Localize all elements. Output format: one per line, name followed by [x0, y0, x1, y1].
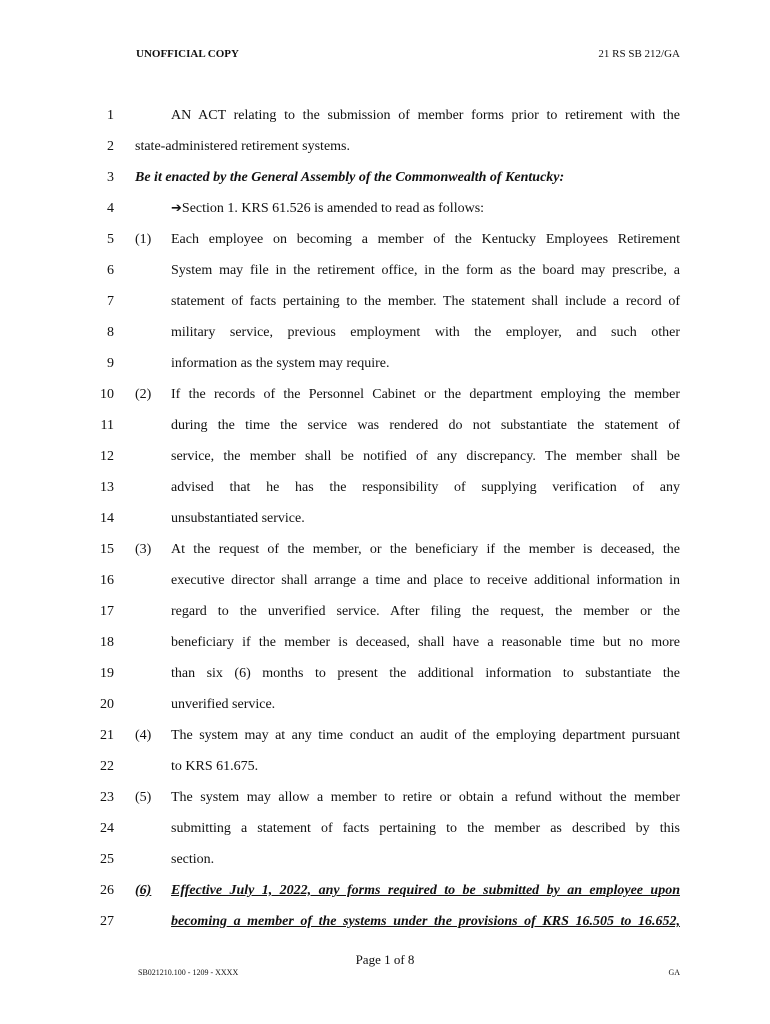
line-text: state-administered retirement systems. [135, 139, 350, 154]
line-text: beneficiary if the member is deceased, shall have a reasonable time but no more [171, 635, 680, 650]
new-language-text: becoming a member of the systems under the provisions of KRS 16.505 to 16.652, [171, 914, 680, 929]
line-text: The system may at any time conduct an audit of the employing department pursuant [171, 728, 680, 743]
document-code: SB021210.100 - 1209 - XXXX [138, 968, 239, 977]
text-line [0, 757, 770, 777]
text-line [0, 168, 770, 188]
text-line [0, 788, 770, 808]
line-text: submitting a statement of facts pertaining to the member as described by this [171, 821, 680, 836]
line-text: to KRS 61.675. [171, 759, 259, 774]
text-line [0, 323, 770, 343]
text-line [0, 292, 770, 312]
line-text: AN ACT relating to the submission of member forms prior to retirement with the [171, 108, 680, 123]
line-number: 24 [100, 821, 114, 836]
header-unofficial-copy: UNOFFICIAL COPY [136, 48, 239, 60]
text-line [0, 230, 770, 250]
line-text: At the request of the member, or the beneficiary if the member is deceased, the [171, 542, 680, 557]
line-number: 8 [107, 325, 114, 340]
line-text: section. [171, 852, 215, 867]
text-line [0, 571, 770, 591]
subsection-number: (3) [135, 542, 152, 557]
line-text: System may file in the retirement office, in the form as the board may prescribe, a [171, 263, 680, 278]
line-number: 12 [100, 449, 114, 464]
line-text: advised that he has the responsibility of supplying verification of any [171, 480, 680, 495]
line-number: 22 [100, 759, 114, 774]
text-line [0, 137, 770, 157]
line-text: during the time the service was rendered do not substantiate the statement of [171, 418, 680, 433]
subsection-number: (4) [135, 728, 152, 743]
new-language-text: Effective July 1, 2022, any forms required to be submitted by an employee upon [171, 883, 680, 898]
text-line [0, 664, 770, 684]
line-number: 26 [100, 883, 114, 898]
arrow-right-icon: ➔ [171, 201, 182, 216]
line-number: 10 [100, 387, 114, 402]
line-number: 5 [107, 232, 114, 247]
text-line [0, 106, 770, 126]
line-number: 15 [100, 542, 114, 557]
line-number: 16 [100, 573, 114, 588]
text-line [0, 695, 770, 715]
line-number: 4 [107, 201, 114, 216]
line-number: 20 [100, 697, 114, 712]
text-line [0, 261, 770, 281]
text-line [0, 416, 770, 436]
line-number: 6 [107, 263, 114, 278]
subsection-number: (6) [135, 883, 152, 898]
subsection-number: (2) [135, 387, 152, 402]
line-number: 17 [100, 604, 114, 619]
line-number: 23 [100, 790, 114, 805]
text-line [0, 633, 770, 653]
line-number: 18 [100, 635, 114, 650]
line-number: 7 [107, 294, 114, 309]
line-text: executive director shall arrange a time and place to receive additional information in [171, 573, 680, 588]
text-line [0, 447, 770, 467]
line-text: Each employee on becoming a member of the Kentucky Employees Retirement [171, 232, 680, 247]
line-number: 11 [100, 418, 114, 433]
text-line [0, 478, 770, 498]
line-number: 2 [107, 139, 114, 154]
line-number: 1 [107, 108, 114, 123]
text-line [0, 602, 770, 622]
line-number: 21 [100, 728, 114, 743]
text-line [0, 509, 770, 529]
footer-initials: GA [668, 968, 680, 977]
text-line [0, 850, 770, 870]
subsection-number: (5) [135, 790, 152, 805]
text-line [0, 354, 770, 374]
line-number: 14 [100, 511, 114, 526]
line-number: 9 [107, 356, 114, 371]
line-text: regard to the unverified service. After filing the request, the member or the [171, 604, 680, 619]
text-line [0, 881, 770, 901]
text-line [0, 819, 770, 839]
header-bill-number: 21 RS SB 212/GA [598, 48, 680, 60]
text-line [0, 912, 770, 932]
line-text: If the records of the Personnel Cabinet or the department employing the member [171, 387, 680, 402]
text-line [0, 540, 770, 560]
line-number: 19 [100, 666, 114, 681]
line-number: 27 [100, 914, 114, 929]
line-text: service, the member shall be notified of any discrepancy. The member shall be [171, 449, 680, 464]
line-text: information as the system may require. [171, 356, 390, 371]
section-heading-text: Section 1. KRS 61.526 is amended to read as follows: [181, 201, 485, 216]
text-line [0, 385, 770, 405]
line-number: 13 [100, 480, 114, 495]
text-line [0, 199, 770, 219]
page-number: Page 1 of 8 [355, 952, 415, 967]
line-number: 3 [107, 170, 114, 185]
subsection-number: (1) [135, 232, 152, 247]
text-line [0, 726, 770, 746]
line-text: than six (6) months to present the additional information to substantiate the [171, 666, 680, 681]
line-text: military service, previous employment with the employer, and such other [171, 325, 680, 340]
line-text: unverified service. [171, 697, 276, 712]
line-text: unsubstantiated service. [171, 511, 305, 526]
section-heading [171, 199, 484, 219]
line-text: The system may allow a member to retire or obtain a refund without the member [171, 790, 680, 805]
line-number: 25 [100, 852, 114, 867]
line-text: statement of facts pertaining to the member. The statement shall include a record of [171, 294, 680, 309]
enacting-clause: Be it enacted by the General Assembly of the Commonwealth of Kentucky: [135, 170, 565, 185]
